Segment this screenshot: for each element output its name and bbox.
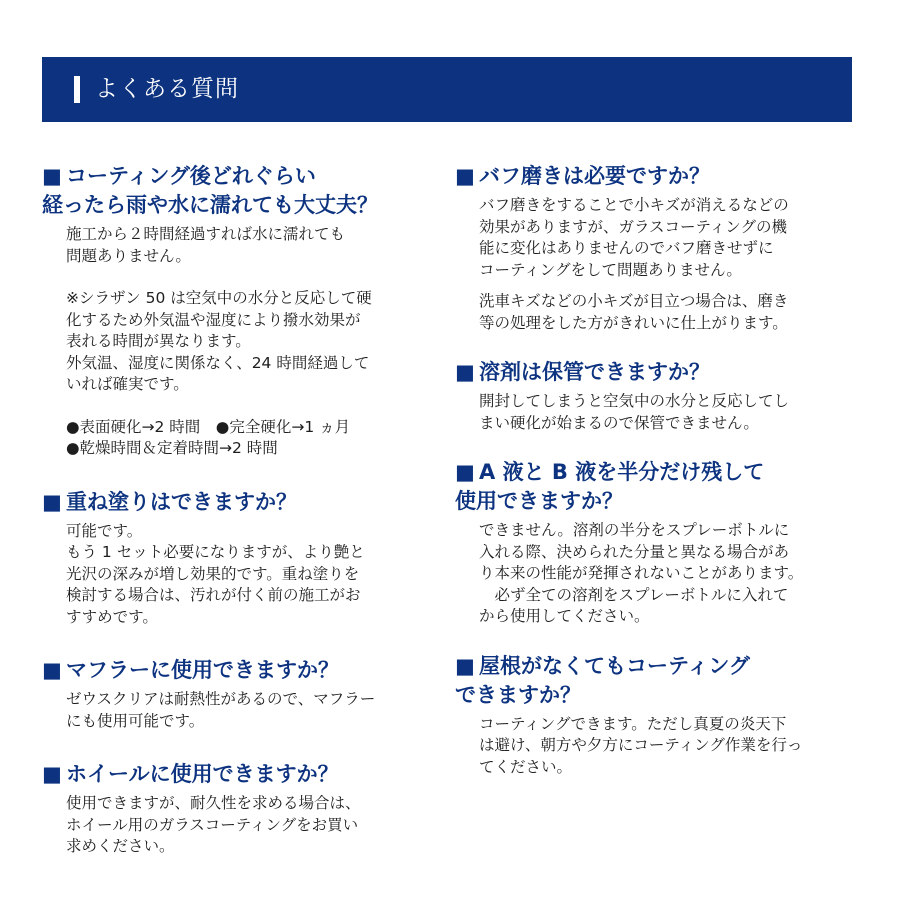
square-bullet-icon: ■ xyxy=(455,460,475,484)
answer-line: 入れる際、決められた分量と異なる場合があ xyxy=(479,542,790,561)
answer-line: 求めください。 xyxy=(66,837,175,855)
faq-answer xyxy=(66,521,432,629)
faq-question xyxy=(455,358,855,387)
faq-question xyxy=(42,656,432,685)
answer-line: 能に変化はありませんのでバフ磨きせずに xyxy=(479,239,774,257)
square-bullet-icon: ■ xyxy=(42,762,62,786)
answer-line: ホイール用のガラスコーティングをお買い xyxy=(66,815,359,834)
faq-item xyxy=(42,162,432,460)
answer-line: 開封してしまうと空気中の水分と反応してし xyxy=(479,392,790,410)
answer-line: 必ず全ての溶剤をスプレーボトルに入れて xyxy=(479,585,789,604)
faq-item xyxy=(455,358,855,434)
square-bullet-icon: ■ xyxy=(455,164,475,188)
answer-line: 外気温、湿度に関係なく、24 時間経過して xyxy=(66,353,370,372)
answer-line: は避け、朝方や夕方にコーティング作業を行っ xyxy=(479,736,803,754)
answer-line: にも使用可能です。 xyxy=(66,711,205,730)
faq-answer xyxy=(479,195,855,334)
answer-line: ●表面硬化→2 時間 ●完全硬化→1 ヵ月 xyxy=(66,417,351,436)
faq-answer xyxy=(479,391,855,434)
answer-line: から使用してください。 xyxy=(479,607,650,625)
question-line: できますか？ xyxy=(455,682,581,707)
faq-question xyxy=(455,652,855,710)
faq-question xyxy=(42,162,432,220)
answer-line: り本来の性能が発揮されないことがあります。 xyxy=(479,564,804,582)
answer-line: 施工から２時間経過すれば水に濡れても xyxy=(66,225,346,243)
answer-line: もう 1 セット必要になりますが、より艶と xyxy=(66,543,365,561)
question-line: 経ったら雨や水に濡れても大丈夫？ xyxy=(42,193,378,217)
answer-line: まい硬化が始まるので保管できません。 xyxy=(479,413,759,432)
question-line: 溶剤は保管できますか？ xyxy=(479,360,710,384)
faq-header xyxy=(42,57,852,122)
square-bullet-icon: ■ xyxy=(455,653,475,678)
faq-item xyxy=(42,760,432,858)
faq-question xyxy=(42,760,432,789)
square-bullet-icon: ■ xyxy=(455,360,475,384)
faq-item xyxy=(42,488,432,629)
question-line: マフラーに使用できますか？ xyxy=(66,658,339,682)
answer-line: 光沢の深みが増し効果的です。重ね塗りを xyxy=(66,564,360,583)
answer-line: 検討する場合は、汚れが付く前の施工がお xyxy=(66,586,361,604)
answer-line: できません。溶剤の半分をスプレーボトルに xyxy=(479,521,790,539)
page-title: よくある質問 xyxy=(95,76,239,102)
square-bullet-icon: ■ xyxy=(42,489,62,514)
faq-column-right xyxy=(455,162,855,778)
faq-question xyxy=(455,162,855,191)
faq-item xyxy=(455,162,855,334)
answer-line: 問題ありません。 xyxy=(66,246,191,265)
square-bullet-icon: ■ xyxy=(42,658,62,682)
faq-item xyxy=(455,458,855,628)
question-line: 屋根がなくてもコーティング xyxy=(479,653,750,678)
answer-line: 等の処理をした方がきれいに仕上がります。 xyxy=(479,313,788,332)
faq-item xyxy=(42,656,432,732)
answer-line: 可能です。 xyxy=(66,521,143,540)
question-line: バフ磨きは必要ですか？ xyxy=(479,164,710,188)
answer-line: 効果がありますが、ガラスコーティングの機 xyxy=(479,217,787,236)
answer-line: ※シラザン 50 は空気中の水分と反応して硬 xyxy=(66,289,372,307)
faq-item xyxy=(455,652,855,779)
answer-line: ●乾燥時間＆定着時間→2 時間 xyxy=(66,439,278,457)
question-line: 重ね塗りはできますか？ xyxy=(66,489,297,514)
answer-line: コーティングをして問題ありません。 xyxy=(479,260,742,279)
square-bullet-icon: ■ xyxy=(42,164,62,188)
question-line: ホイールに使用できますか？ xyxy=(66,762,339,786)
faq-answer xyxy=(66,224,432,460)
header-accent-bar xyxy=(74,76,80,103)
answer-line: すすめです。 xyxy=(66,607,158,626)
faq-answer xyxy=(479,520,855,628)
answer-line: 化するため外気温や湿度により撥水効果が xyxy=(66,310,361,329)
answer-line: バフ磨きをすることで小キズが消えるなどの xyxy=(479,196,789,214)
question-line: A 液と B 液を半分だけ残して xyxy=(479,460,765,484)
answer-line: てください。 xyxy=(479,757,573,776)
faq-column-left xyxy=(42,162,432,858)
answer-line: 使用できますが、耐久性を求める場合は、 xyxy=(66,794,361,812)
answer-line: いれば確実です。 xyxy=(66,375,189,393)
question-line: コーティング後どれぐらい xyxy=(66,164,316,188)
answer-line: コーティングできます。ただし真夏の炎天下 xyxy=(479,714,787,733)
faq-answer xyxy=(479,714,855,779)
answer-line: 洗車キズなどの小キズが目立つ場合は、磨き xyxy=(479,292,789,310)
faq-answer xyxy=(66,793,432,858)
faq-question xyxy=(42,488,432,517)
question-line: 使用できますか？ xyxy=(455,489,623,513)
faq-question xyxy=(455,458,855,516)
faq-answer xyxy=(66,689,432,732)
answer-line: ゼウスクリアは耐熱性があるので、マフラー xyxy=(66,690,376,708)
answer-line: 表れる時間が異なります。 xyxy=(66,332,251,350)
